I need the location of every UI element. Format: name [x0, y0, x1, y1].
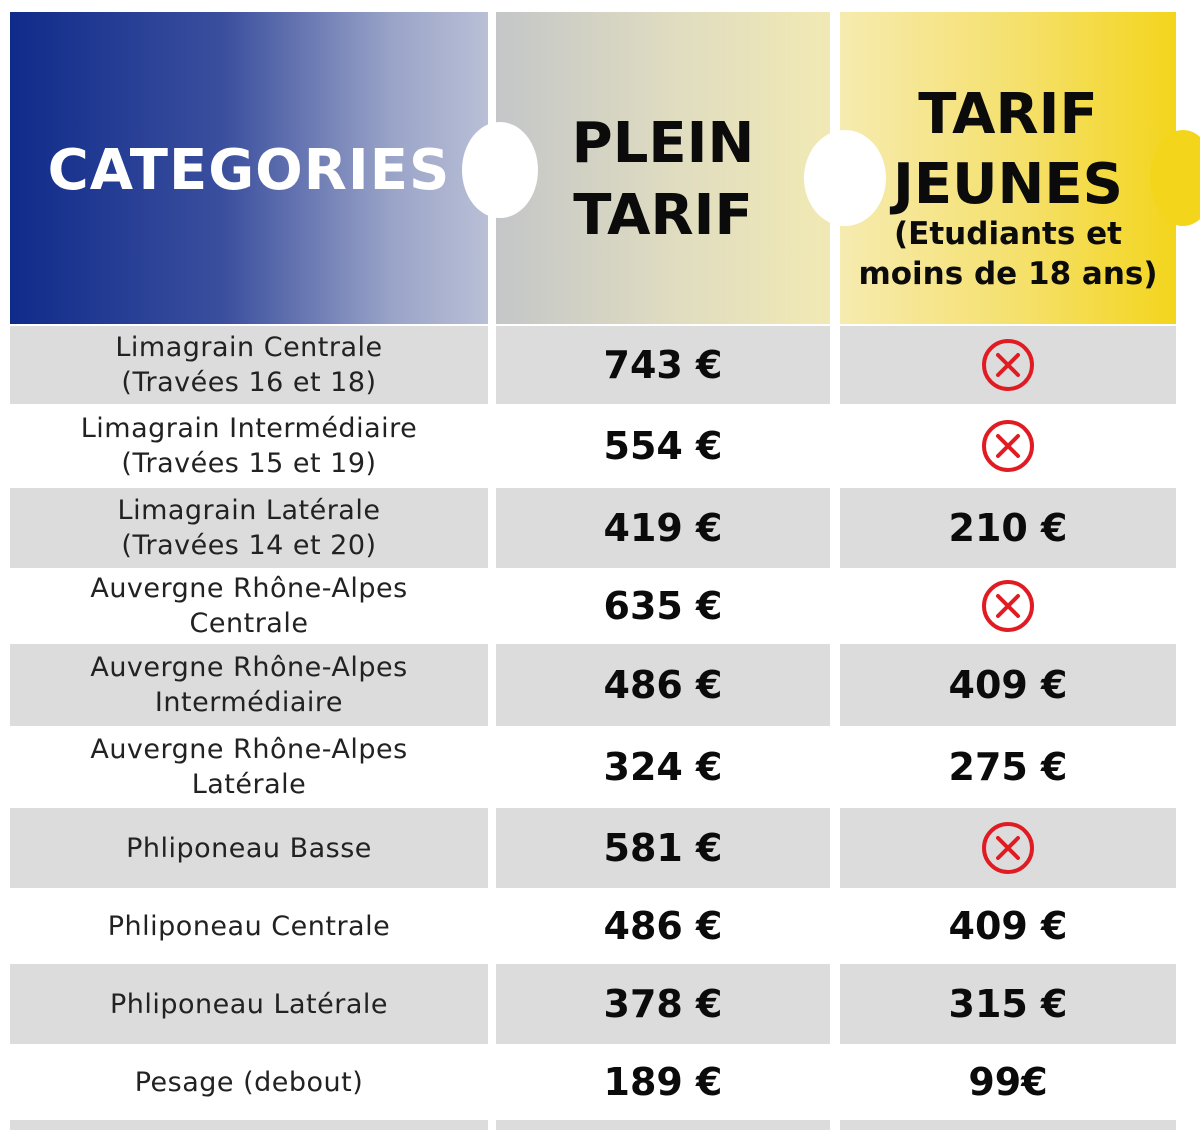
tarif-jeunes-cell: [840, 808, 1176, 888]
x-circle-icon: [980, 820, 1036, 876]
category-cell: [10, 326, 488, 404]
header-categories-label: CATEGORIES: [47, 138, 451, 203]
category-label: Limagrain Intermédiaire (Travées 15 et 19): [80, 413, 418, 479]
plein-tarif-cell: [496, 488, 830, 568]
category-cell: [10, 1048, 488, 1116]
category-cell: [10, 488, 488, 568]
category-label: Limagrain Latérale (Travées 14 et 20): [117, 495, 381, 561]
plein-tarif-cell: [496, 964, 830, 1044]
tarif-jeunes-price: 409 €: [948, 663, 1068, 707]
tarif-jeunes-price: 210 €: [948, 506, 1068, 550]
plein-tarif-cell: [496, 1048, 830, 1116]
category-cell: [10, 572, 488, 640]
x-circle-icon: [980, 337, 1036, 393]
tarif-jeunes-cell: [840, 1048, 1176, 1116]
plein-tarif-cell: [496, 644, 830, 726]
plein-tarif-price: 554 €: [603, 424, 723, 468]
category-label: Auvergne Rhône-Alpes Latérale: [90, 734, 408, 800]
header-plein-tarif-label: PLEIN TARIF: [571, 111, 755, 248]
plein-tarif-price: 581 €: [603, 826, 723, 870]
plein-tarif-price: 189 €: [603, 1060, 723, 1104]
category-cell: [10, 964, 488, 1044]
category-cell: [10, 892, 488, 960]
plein-tarif-price: 743 €: [603, 343, 723, 387]
tarif-jeunes-price: 409 €: [948, 904, 1068, 948]
category-cell: [10, 644, 488, 726]
tarif-jeunes-cell: [840, 730, 1176, 804]
tarif-jeunes-cell: [840, 488, 1176, 568]
plein-tarif-cell: [496, 892, 830, 960]
table-bottom-strip: [840, 1120, 1176, 1130]
tarif-jeunes-cell: [840, 892, 1176, 960]
plein-tarif-cell: [496, 808, 830, 888]
category-label: Auvergne Rhône-Alpes Intermédiaire: [90, 652, 408, 718]
header-tarif-jeunes: [840, 12, 1176, 324]
plein-tarif-price: 419 €: [603, 506, 723, 550]
tarif-jeunes-price: 315 €: [948, 982, 1068, 1026]
tarif-jeunes-price: 275 €: [948, 745, 1068, 789]
tarif-jeunes-cell: [840, 408, 1176, 484]
plein-tarif-price: 635 €: [603, 584, 723, 628]
category-label: Phliponeau Basse: [126, 832, 372, 864]
header-tarif-jeunes-label: TARIF JEUNES: [892, 82, 1123, 217]
plein-tarif-cell: [496, 326, 830, 404]
plein-tarif-cell: [496, 408, 830, 484]
header-tarif-jeunes-note: (Etudiants et moins de 18 ans): [858, 216, 1158, 292]
header-plein-tarif: [496, 12, 830, 324]
plein-tarif-price: 324 €: [603, 745, 723, 789]
category-label: Pesage (debout): [134, 1066, 364, 1098]
header-categories: [10, 12, 488, 324]
plein-tarif-cell: [496, 730, 830, 804]
table-bottom-strip: [10, 1120, 488, 1130]
tarif-jeunes-cell: [840, 572, 1176, 640]
category-cell: [10, 730, 488, 804]
tarif-jeunes-price: 99€: [968, 1060, 1048, 1104]
category-cell: [10, 408, 488, 484]
category-label: Limagrain Centrale (Travées 16 et 18): [115, 332, 383, 398]
x-circle-icon: [980, 578, 1036, 634]
x-circle-icon: [980, 418, 1036, 474]
plein-tarif-price: 378 €: [603, 982, 723, 1026]
category-label: Auvergne Rhône-Alpes Centrale: [90, 573, 408, 639]
category-label: Phliponeau Latérale: [109, 988, 389, 1020]
tarif-jeunes-cell: [840, 644, 1176, 726]
table-bottom-strip: [496, 1120, 830, 1130]
tarif-jeunes-cell: [840, 326, 1176, 404]
category-label: Phliponeau Centrale: [107, 910, 391, 942]
category-cell: [10, 808, 488, 888]
plein-tarif-price: 486 €: [603, 663, 723, 707]
tarif-jeunes-cell: [840, 964, 1176, 1044]
plein-tarif-cell: [496, 572, 830, 640]
plein-tarif-price: 486 €: [603, 904, 723, 948]
